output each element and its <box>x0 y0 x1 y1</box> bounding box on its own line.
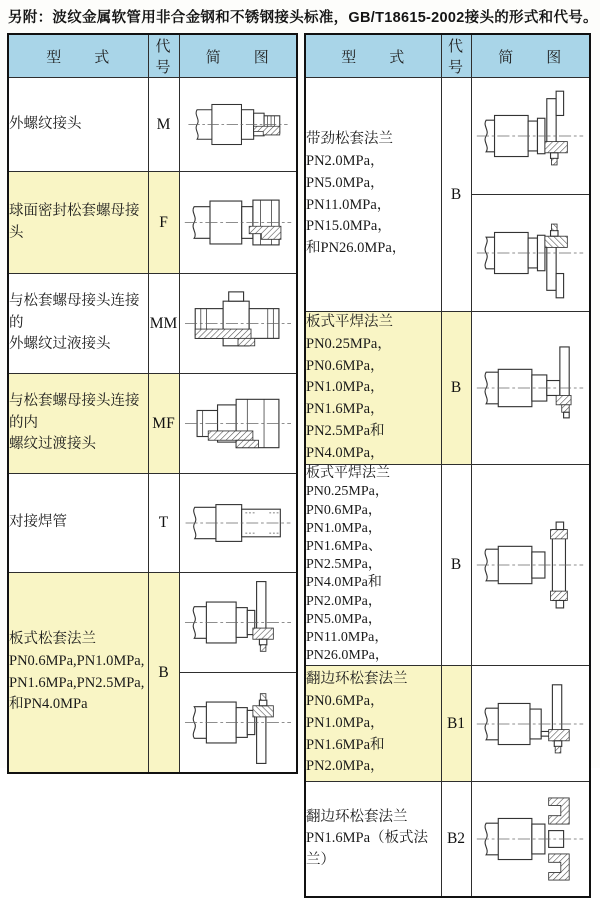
type-line: 螺纹过渡接头 <box>9 436 96 453</box>
lap-ring-loose-flange-diagram <box>474 674 586 774</box>
type-line: 板式平焊法兰 <box>306 466 390 482</box>
type-cell <box>8 274 148 374</box>
type-line: 板式松套法兰 <box>9 631 96 647</box>
type-line: 翻边环松套法兰 <box>306 808 408 825</box>
diagram-cell <box>179 274 297 374</box>
diagram-box <box>472 508 590 623</box>
code-cell: B1 <box>441 666 471 782</box>
type-line: 和PN26.0MPa， <box>306 240 407 256</box>
type-header: 型 式 <box>305 34 441 78</box>
code-header: 代号 <box>148 34 179 78</box>
type-line: 与松套螺母接头连接的内 <box>9 392 140 431</box>
neck-loose-flange-up-diagram <box>474 86 586 186</box>
diagram-box <box>472 782 590 896</box>
code-cell: B <box>441 312 471 465</box>
header-row <box>8 34 297 78</box>
type-line: PN11.0MPa，PN15.0MPa， <box>306 196 392 235</box>
header-row <box>305 34 590 78</box>
diagram-cell <box>179 172 297 274</box>
type-cell <box>305 78 441 312</box>
code-cell: T <box>148 474 179 573</box>
type-line: PN1.0MPa，PN1.6MPa、 <box>306 520 382 554</box>
table-row-right-3 <box>305 465 590 666</box>
type-line: 球面密封松套螺母接头 <box>9 202 140 241</box>
diagram-box <box>180 672 297 772</box>
code-cell: B <box>148 573 179 774</box>
type-line: PN2.5MPa，PN4.0MPa和 <box>306 557 382 591</box>
lap-ring-plate-flange-diagram <box>474 789 586 889</box>
type-cell <box>8 474 148 573</box>
diagram-cell <box>179 78 297 172</box>
diagram-cell <box>179 573 297 774</box>
diagram-box <box>180 274 297 373</box>
type-cell <box>8 573 148 774</box>
diagram-box <box>472 194 590 311</box>
type-line: PN1.0MPa，PN1.6MPa， <box>306 379 385 417</box>
type-line: PN1.6MPa（板式法兰） <box>306 830 429 869</box>
plate-loose-flange-up-diagram <box>182 576 294 669</box>
code-cell: MM <box>148 274 179 374</box>
diagram-cell <box>471 782 590 898</box>
type-line: PN11.0MPa，PN26.0MPa， <box>306 629 389 664</box>
table-row-left-4 <box>8 374 297 474</box>
type-line: PN1.6MPa,PN2.5MPa, <box>9 674 145 691</box>
type-line: 翻边环松套法兰 <box>306 671 408 688</box>
joint-table-left <box>7 33 298 774</box>
table-row-right-1 <box>305 78 590 312</box>
table-row-left-3 <box>8 274 297 374</box>
type-line: 板式平焊法兰 <box>306 314 393 330</box>
code-cell: B <box>441 465 471 666</box>
type-line: 与松套螺母接头连接的 <box>9 292 140 331</box>
diagram-cell <box>471 78 590 312</box>
table-row-right-4 <box>305 666 590 782</box>
type-header: 型 式 <box>8 34 148 78</box>
diagram-box <box>180 374 297 473</box>
diagram-header: 简 图 <box>471 34 590 78</box>
diagram-box <box>472 666 590 781</box>
code-cell: M <box>148 78 179 172</box>
type-line: PN2.0MPa，PN5.0MPa， <box>306 593 382 627</box>
code-cell: F <box>148 172 179 274</box>
plate-weld-flange-sym-diagram <box>474 515 586 615</box>
male-male-adapter-diagram <box>182 277 294 370</box>
diagram-box <box>472 332 590 444</box>
diagram-box <box>472 78 590 194</box>
type-line: PN1.6MPa和PN2.0MPa， <box>306 736 385 775</box>
type-line: PN0.6MPa，PN1.0MPa， <box>306 693 385 731</box>
type-cell <box>305 782 441 898</box>
type-cell <box>305 666 441 782</box>
diagram-header: 简 图 <box>179 34 297 78</box>
code-cell: B2 <box>441 782 471 898</box>
type-cell <box>305 312 441 465</box>
diagram-box <box>180 78 297 171</box>
type-line: PN2.5MPa和PN4.0MPa， <box>306 422 385 461</box>
type-line: 和PN4.0MPa <box>9 696 88 713</box>
diagram-cell <box>471 465 590 666</box>
type-line: PN2.0MPa，PN5.0MPa， <box>306 153 385 191</box>
table-row-left-2 <box>8 172 297 274</box>
type-line: 对接焊管 <box>9 514 67 531</box>
diagram-cell <box>471 312 590 465</box>
male-threaded-joint-diagram <box>182 81 294 168</box>
joint-table-right <box>304 33 591 898</box>
plate-loose-flange-down-diagram <box>182 676 294 769</box>
loose-nut-spherical-joint-diagram <box>182 175 294 270</box>
type-line: 外螺纹过液接头 <box>9 336 111 353</box>
neck-loose-flange-down-diagram <box>474 203 586 303</box>
diagram-cell <box>471 666 590 782</box>
type-line: PN0.25MPa，PN0.6MPa， <box>306 484 389 518</box>
code-cell: MF <box>148 374 179 474</box>
diagram-cell <box>179 374 297 474</box>
table-row-left-5 <box>8 474 297 573</box>
diagram-box <box>180 474 297 572</box>
diagram-cell <box>179 474 297 573</box>
type-line: 外螺纹接头 <box>9 115 82 132</box>
diagram-box <box>180 172 297 273</box>
butt-weld-pipe-diagram <box>182 477 294 569</box>
type-cell <box>305 465 441 666</box>
table-row-right-2 <box>305 312 590 465</box>
plate-weld-flange-diagram <box>474 338 586 438</box>
table-row-right-5 <box>305 782 590 898</box>
male-female-adapter-diagram <box>182 377 294 470</box>
type-line: PN0.25MPa，PN0.6MPa， <box>306 335 392 374</box>
type-cell <box>8 172 148 274</box>
code-cell: B <box>441 78 471 312</box>
table-row-left-6 <box>8 573 297 774</box>
type-cell <box>8 374 148 474</box>
type-cell <box>8 78 148 172</box>
code-header: 代号 <box>441 34 471 78</box>
type-line: PN0.6MPa,PN1.0MPa, <box>9 652 145 669</box>
diagram-box <box>180 573 297 672</box>
page-title: 另附：波纹金属软管用非合金钢和不锈钢接头标准，GB/T18615-2002接头的形式和代号。 <box>8 10 598 26</box>
table-row-left-1 <box>8 78 297 172</box>
type-line: 带劲松套法兰 <box>306 131 393 148</box>
